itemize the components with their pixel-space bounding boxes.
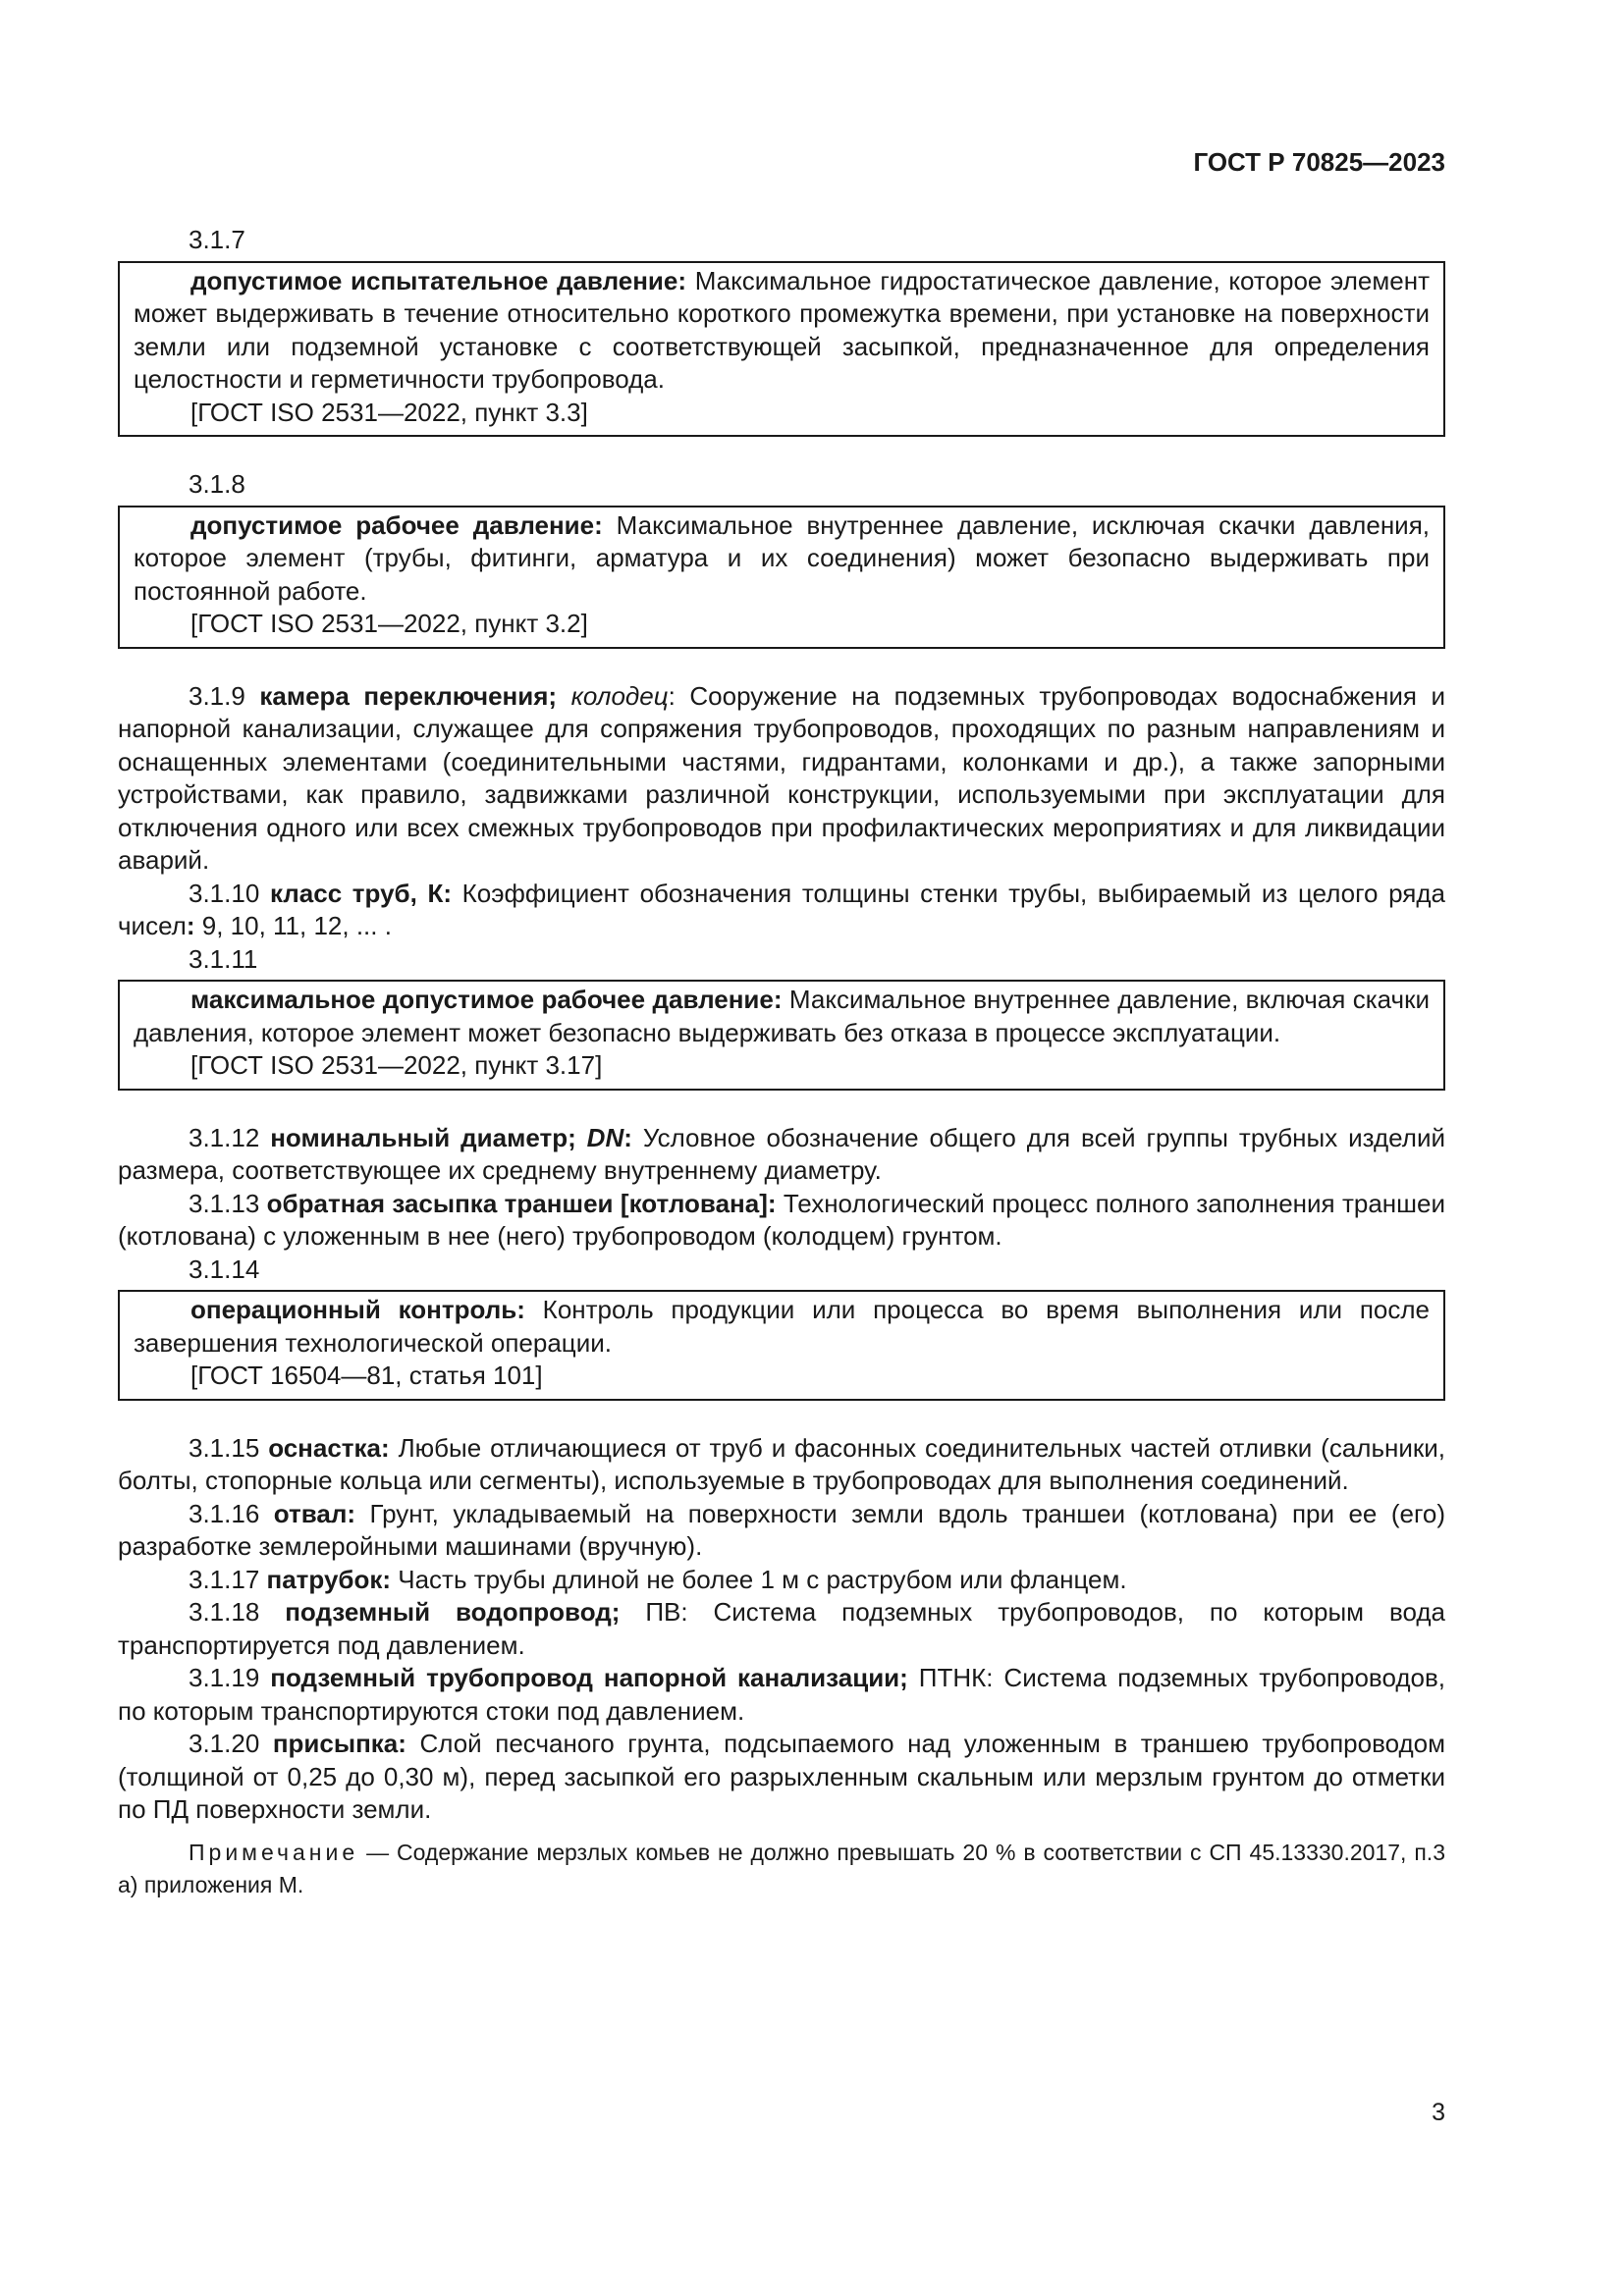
term-number: 3.1.7 (189, 225, 245, 254)
term-text: ПВ: Система подземных трубопроводов, по которым вода транспортируется под давлением. (118, 1597, 1445, 1660)
term-paragraph: 3.1.9 камера переключения; колодец: Сооружение на подземных трубопроводах водоснабжения и напорной канализации, служащее для сопряжения трубопроводов, проходящих по разным направлениям и оснащенных элементами (соединительными частями, гидрантами, колонками и др.), а также запорными устройствами, как правило, задвижками различной конструкции, используемыми при эксплуатации для отключения одного или всех смежных трубопроводов при профилактических мероприятиях и для ликвидации аварий. (118, 680, 1445, 875)
term-box (118, 261, 1445, 438)
term-name: подземный водопровод; (285, 1597, 621, 1627)
term-text: Любые отличающиеся от труб и фасонных соединительных частей отливки (сальники, болты, стопорные кольца или сегменты), используемые в трубопроводах для выполнения соединений. (118, 1432, 1445, 1495)
term-synonym: колодец (557, 680, 669, 711)
term-paragraph: 3.1.17 патрубок: Часть трубы длиной не более 1 м с раструбом или фланцем. (189, 1564, 1127, 1594)
spacer (118, 449, 1445, 468)
term-name: камера переключения; (259, 680, 558, 711)
term-name: допустимое рабочее давление: (190, 509, 603, 540)
term-source: [ГОСТ ISO 2531—2022, пункт 3.3] (190, 397, 588, 427)
term-name: отвал: (273, 1498, 356, 1528)
term-name: оснастка: (268, 1432, 390, 1463)
term-source: [ГОСТ ISO 2531—2022, пункт 3.17] (190, 1050, 603, 1080)
term-name: обратная засыпка траншеи [котлована]: (266, 1188, 777, 1218)
term-paragraph: 3.1.16 отвал: Грунт, укладываемый на поверхности земли вдоль траншеи (котлована) при ее (его) разработке землеройными машинами (вручную). (118, 1498, 1446, 1561)
term-text: Максимальное гидростатическое давление, которое элемент может выдерживать в течение относительно короткого промежутка времени, при установке на поверхности земли или подземной установке с соответствующей засыпкой, предназначенное для определения целостности и герметичности трубопровода. (134, 265, 1430, 394)
term-box (118, 506, 1445, 649)
term-name: допустимое испытательное давление: (190, 265, 687, 295)
spacer (118, 661, 1445, 680)
term-box (118, 980, 1445, 1091)
spacer (118, 1102, 1445, 1122)
term-name: максимальное допустимое рабочее давление: (190, 985, 783, 1014)
term-name: присыпка: (272, 1729, 406, 1758)
term-definition (134, 984, 1430, 1049)
note-text: — Содержание мерзлых комьев не должно превышать 20 % в соответствии с СП 45.13330.2017, п.3 а) приложения М. (118, 1839, 1445, 1897)
term-number: 3.1.11 (189, 943, 258, 974)
term-text: Грунт, укладываемый на поверхности земли вдоль траншеи (котлована) при ее (его) разработке землеройными машинами (вручную). (118, 1498, 1446, 1561)
term-definition (134, 509, 1430, 609)
document-body (118, 224, 1445, 1901)
spacer (118, 1413, 1445, 1432)
doc-header: ГОСТ Р 70825—2023 (1193, 147, 1445, 177)
term-box (118, 1290, 1445, 1401)
term-text: Максимальное внутреннее давление, включая скачки давления, которое элемент может безопасно выдерживать без отказа в процессе эксплуатации. (134, 985, 1431, 1047)
term-paragraph: 3.1.20 присыпка: Слой песчаного грунта, подсыпаемого над уложенным в траншею трубопроводом (толщиной от 0,25 до 0,30 м), перед засыпкой его разрыхленным скальным или мерзлым грунтом до отметки по ПД поверхности земли. (118, 1729, 1445, 1824)
term-text: Слой песчаного грунта, подсыпаемого над уложенным в траншею трубопроводом (толщиной от 0,25 до 0,30 м), перед засыпкой его разрыхленным скальным или мерзлым грунтом до отметки по ПД поверхности земли. (118, 1729, 1445, 1824)
term-paragraph: 3.1.18 подземный водопровод; ПВ: Система подземных трубопроводов, по которым вода транспортируется под давлением. (118, 1597, 1445, 1660)
term-name: класс труб, К: (269, 878, 452, 908)
term-name: подземный трубопровод напорной канализации; (270, 1663, 908, 1692)
term-paragraph: 3.1.10 класс труб, К: Коэффициент обозначения толщины стенки трубы, выбираемый из целого ряда чисел: 9, 10, 11, 12, ... . (118, 878, 1446, 940)
term-number: 3.1.14 (189, 1254, 260, 1284)
term-text: ПТНК: Система подземных трубопроводов, по которым транспортируются стоки под давлением. (118, 1663, 1445, 1726)
term-name: операционный контроль: (190, 1295, 525, 1324)
term-text: Контроль продукции или процесса во время выполнения или после завершения технологической операции. (134, 1295, 1430, 1358)
term-name: патрубок: (266, 1564, 392, 1594)
note-paragraph (118, 1837, 1445, 1901)
term-definition (134, 265, 1430, 397)
term-text: Технологический процесс полного заполнения траншеи (котлована) с уложенным в нее (него) трубопроводом (колодцем) грунтом. (118, 1188, 1446, 1251)
note-label: Примечание (189, 1839, 359, 1865)
term-abbreviation: DN (575, 1122, 624, 1152)
term-paragraph: 3.1.19 подземный трубопровод напорной канализации; ПТНК: Система подземных трубопроводов, по которым транспортируются стоки под давлением. (118, 1663, 1445, 1726)
term-source: [ГОСТ ISO 2531—2022, пункт 3.2] (190, 609, 588, 638)
term-name: номинальный диаметр; (270, 1122, 576, 1152)
term-text: Максимальное внутреннее давление, исключая скачки давления, которое элемент (трубы, фитинги, арматура и их соединения) может безопасно выдерживать при постоянной работе. (134, 509, 1430, 606)
term-text: Коэффициент обозначения толщины стенки трубы, выбираемый из целого ряда чисел (118, 878, 1446, 940)
term-paragraph: 3.1.12 номинальный диаметр; DN: Условное обозначение общего для всей группы трубных изделий размера, соответствующее их среднему внутреннему диаметру. (118, 1122, 1445, 1185)
term-paragraph: 3.1.15 оснастка: Любые отличающиеся от труб и фасонных соединительных частей отливки (сальники, болты, стопорные кольца или сегменты), используемые в трубопроводах для выполнения соединений. (118, 1432, 1445, 1495)
term-text: : Сооружение на подземных трубопроводах водоснабжения и напорной канализации, служащее для сопряжения трубопроводов, проходящих по разным направлениям и оснащенных элементами (соединительными частями, гидрантами, колонками и др.), а также запорными устройствами, как правило, задвижками различной конструкции, используемыми при эксплуатации для отключения одного или всех смежных трубопроводов при профилактических мероприятиях и для ликвидации аварий. (118, 680, 1445, 875)
term-text: Условное обозначение общего для всей группы трубных изделий размера, соответствующее их среднему внутреннему диаметру. (118, 1122, 1445, 1185)
term-definition (134, 1294, 1430, 1360)
term-paragraph: 3.1.13 обратная засыпка траншеи [котлована]: Технологический процесс полного заполнения траншеи (котлована) с уложенным в нее (него) трубопроводом (колодцем) грунтом. (118, 1188, 1446, 1251)
page-number: 3 (1432, 2099, 1445, 2126)
term-source: [ГОСТ 16504—81, статья 101] (190, 1361, 543, 1390)
term-text: Часть трубы длиной не более 1 м с раструбом или фланцем. (391, 1564, 1127, 1594)
term-number: 3.1.8 (189, 469, 245, 499)
